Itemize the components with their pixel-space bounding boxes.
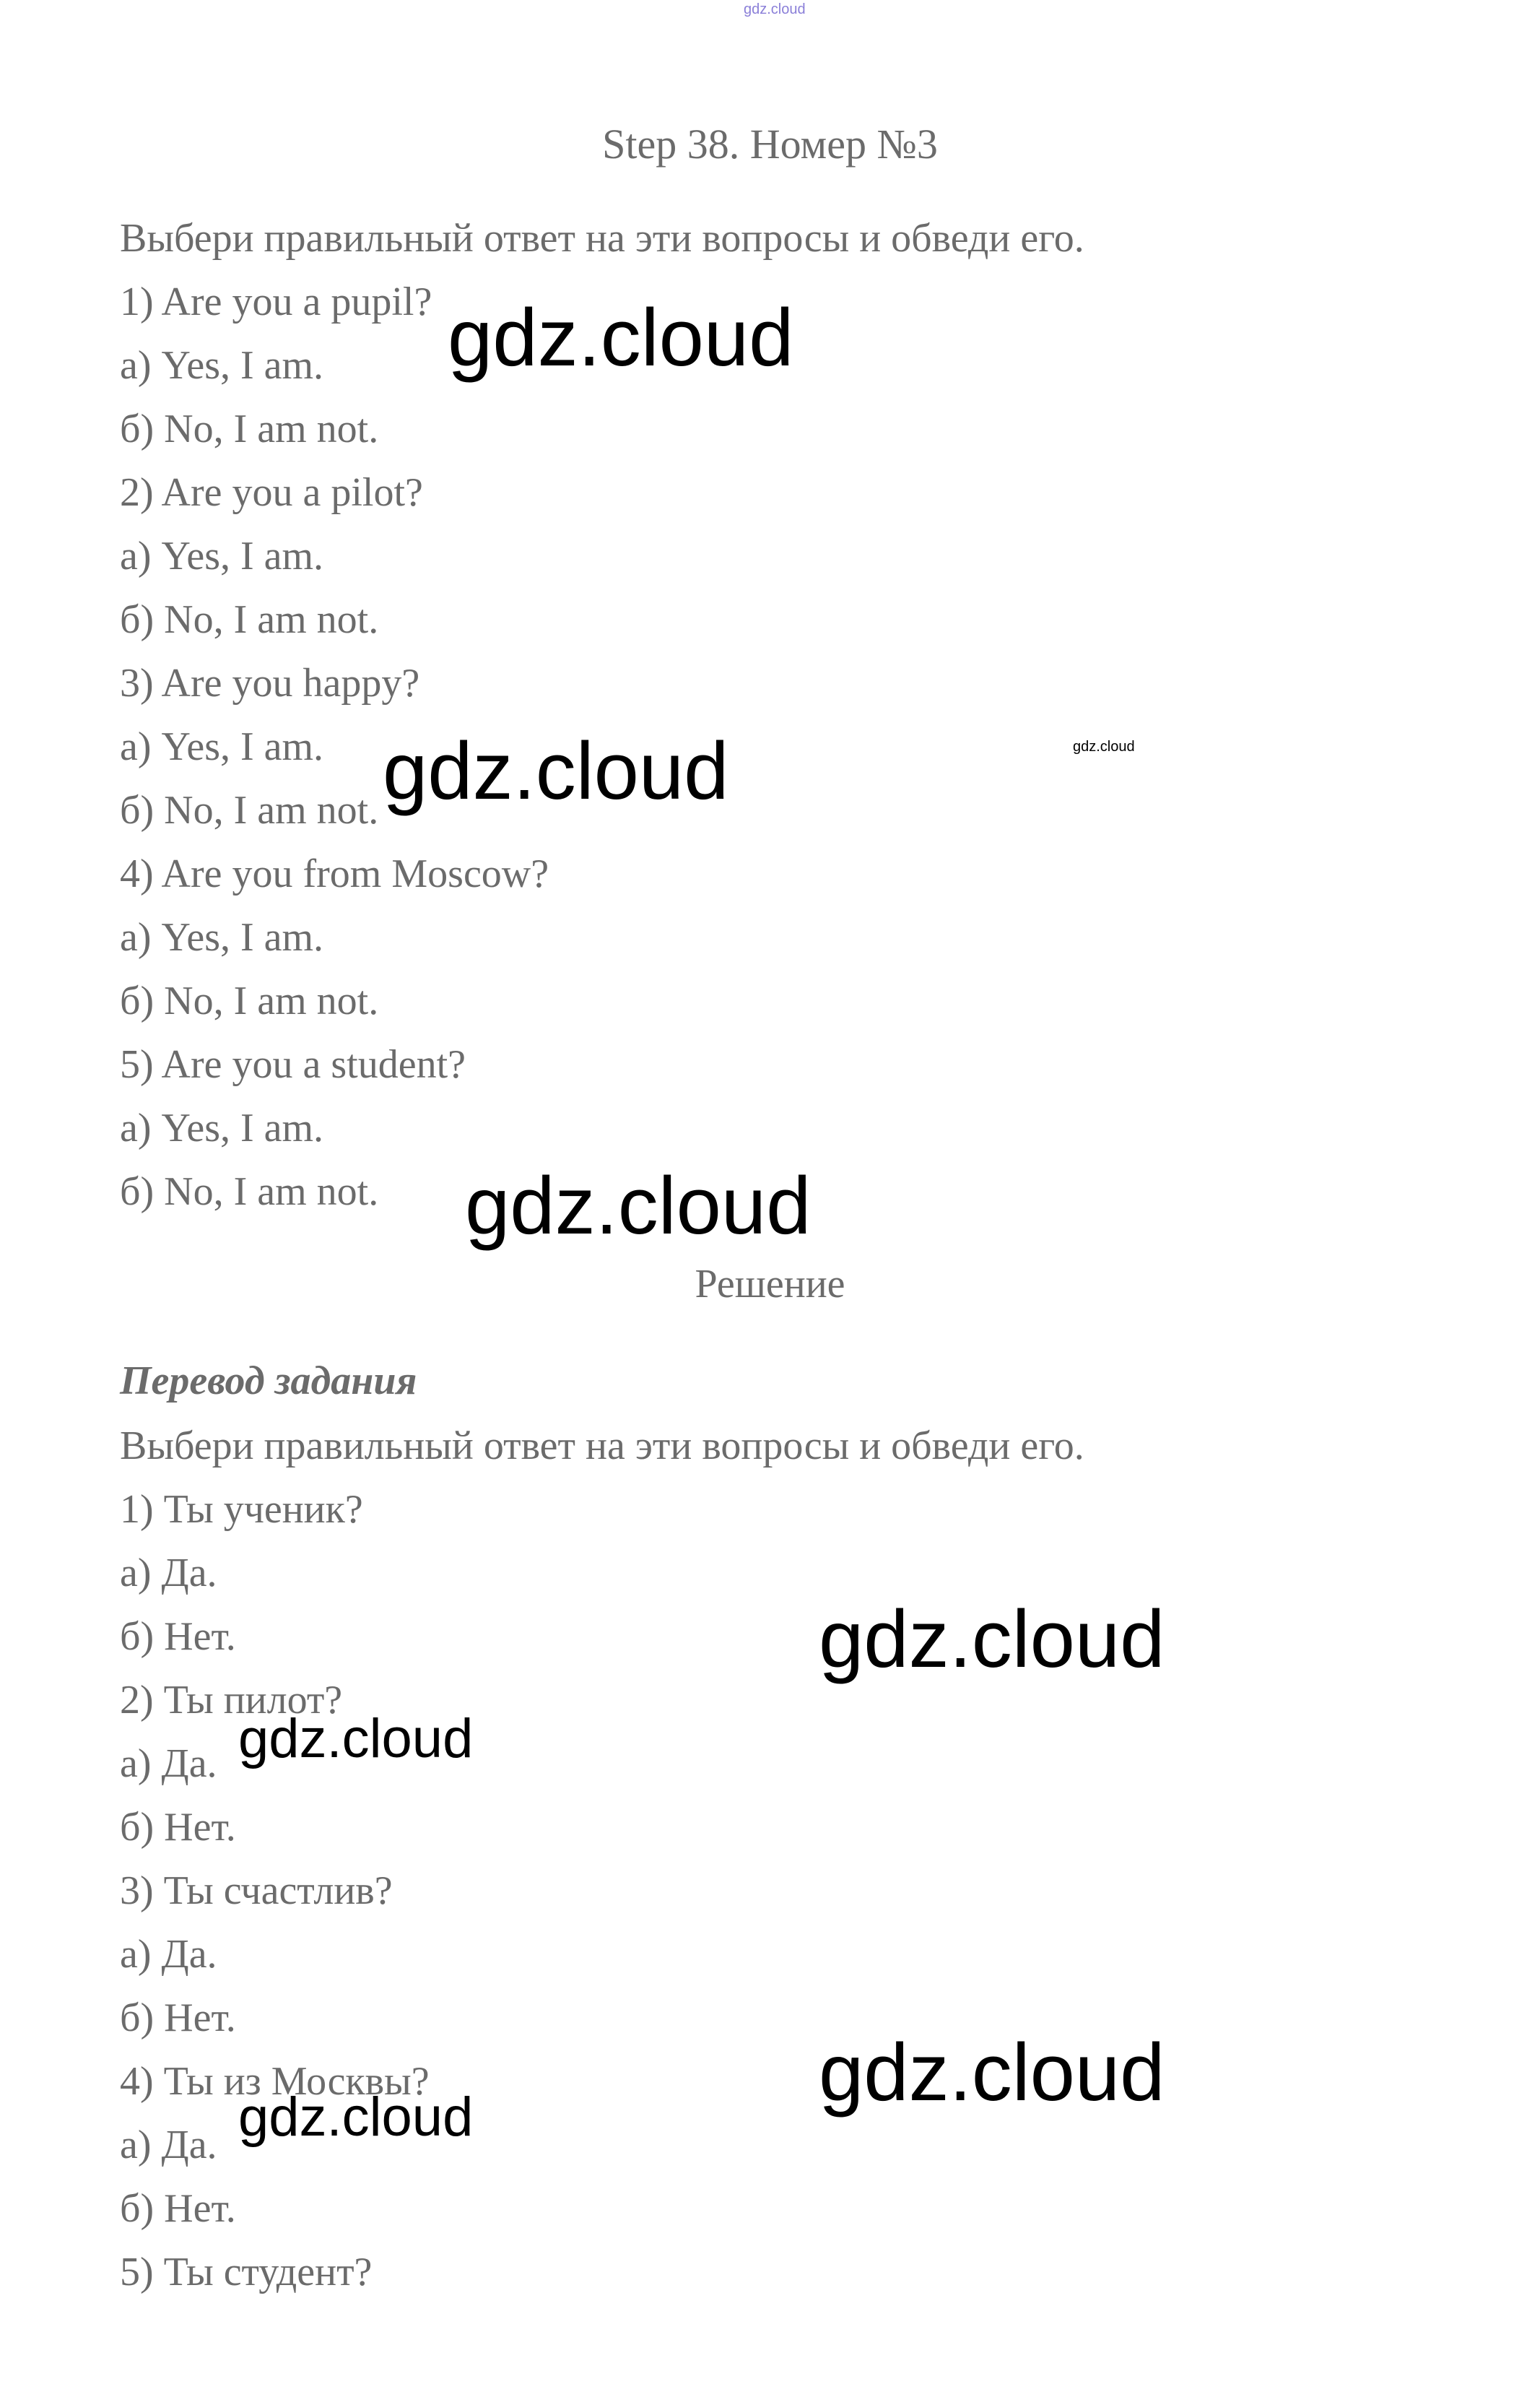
translation-instruction: Выбери правильный ответ на эти вопросы и обведи его. <box>120 1423 1084 1468</box>
watermark: gdz.cloud <box>1073 739 1135 755</box>
task-line: а) Yes, I am. <box>120 1106 324 1150</box>
translation-heading: Перевод задания <box>120 1358 417 1403</box>
task-line: 5) Are you a student? <box>120 1042 466 1087</box>
watermark: gdz.cloud <box>819 2027 1165 2118</box>
task-line: 1) Are you a pupil? <box>120 279 432 324</box>
translation-line: а) Да. <box>120 1932 217 1977</box>
translation-line: б) Нет. <box>120 2186 236 2231</box>
watermark: gdz.cloud <box>819 1594 1165 1684</box>
solution-label: Решение <box>695 1262 845 1306</box>
task-line: а) Yes, I am. <box>120 534 324 578</box>
translation-line: 3) Ты счастлив? <box>120 1868 393 1913</box>
task-instruction: Выбери правильный ответ на эти вопросы и обведи его. <box>120 216 1084 261</box>
task-line: б) No, I am not. <box>120 979 379 1023</box>
task-line: б) No, I am not. <box>120 1169 379 1214</box>
header-watermark: gdz.cloud <box>744 1 806 17</box>
translation-line: а) Да. <box>120 2123 217 2167</box>
watermark: gdz.cloud <box>238 1708 474 1769</box>
task-line: а) Yes, I am. <box>120 724 324 769</box>
watermark: gdz.cloud <box>448 292 794 383</box>
task-line: б) No, I am not. <box>120 597 379 642</box>
translation-line: б) Нет. <box>120 1995 236 2040</box>
watermark: gdz.cloud <box>238 2086 474 2148</box>
translation-line: б) Нет. <box>120 1805 236 1850</box>
watermark: gdz.cloud <box>465 1161 812 1251</box>
task-line: б) No, I am not. <box>120 788 379 833</box>
page-title: Step 38. Номер №3 <box>602 121 938 168</box>
task-line: 2) Are you a pilot? <box>120 470 423 515</box>
translation-line: 4) Ты из Москвы? <box>120 2059 430 2104</box>
task-line: 3) Are you happy? <box>120 661 420 706</box>
task-line: а) Yes, I am. <box>120 915 324 960</box>
watermark: gdz.cloud <box>383 726 729 816</box>
translation-line: а) Да. <box>120 1551 217 1595</box>
task-line: б) No, I am not. <box>120 407 379 451</box>
translation-line: 1) Ты ученик? <box>120 1487 363 1532</box>
translation-line: 5) Ты студент? <box>120 2250 373 2294</box>
task-line: а) Yes, I am. <box>120 343 324 388</box>
translation-line: б) Нет. <box>120 1614 236 1659</box>
translation-line: 2) Ты пилот? <box>120 1678 343 1722</box>
translation-line: а) Да. <box>120 1741 217 1786</box>
task-line: 4) Are you from Moscow? <box>120 851 549 896</box>
